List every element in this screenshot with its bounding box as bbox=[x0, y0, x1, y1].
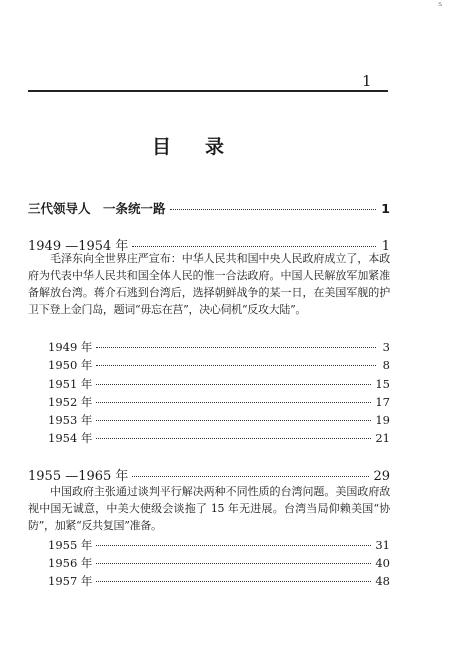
toc-part-label: 三代领导人 一条统一路 bbox=[28, 201, 166, 216]
leader-dots bbox=[96, 563, 371, 564]
toc-year-entry[interactable] bbox=[48, 357, 390, 373]
leader-dots bbox=[96, 420, 371, 421]
toc-year-entry[interactable] bbox=[48, 412, 390, 428]
toc-year-label: 1955 年 bbox=[48, 538, 93, 552]
leader-dots bbox=[170, 209, 376, 210]
toc-year-label: 1956 年 bbox=[48, 556, 93, 570]
leader-dots bbox=[132, 246, 376, 247]
section-summary: 中国政府主张通过谈判平行解决两种不同性质的台湾问题。美国政府敌视中国无诚意，中美大使级会谈拖了 15 年无进展。台湾当局仰赖美国“协防”，加紧“反共复国”准备。 bbox=[28, 485, 390, 532]
toc-year-page: 3 bbox=[382, 340, 390, 354]
leader-dots bbox=[132, 476, 369, 477]
toc-year-label: 1949 年 bbox=[48, 340, 93, 354]
toc-year-entry[interactable] bbox=[48, 376, 390, 392]
leader-dots bbox=[96, 581, 371, 582]
page-number: 1 bbox=[362, 72, 372, 90]
toc-section-page: 1 bbox=[381, 239, 390, 254]
toc-year-entry[interactable] bbox=[48, 537, 390, 553]
leader-dots bbox=[96, 384, 371, 385]
toc-year-entry[interactable] bbox=[48, 430, 390, 446]
leader-dots bbox=[96, 347, 376, 348]
toc-year-page: 15 bbox=[375, 377, 390, 391]
toc-year-entry[interactable] bbox=[48, 394, 390, 410]
toc-year-entry[interactable] bbox=[48, 573, 390, 589]
toc-year-label: 1951 年 bbox=[48, 377, 93, 391]
toc-year-page: 48 bbox=[375, 574, 390, 588]
toc-year-label: 1957 年 bbox=[48, 574, 93, 588]
toc-year-entry[interactable] bbox=[48, 555, 390, 571]
toc-year-label: 1953 年 bbox=[48, 413, 93, 427]
toc-part-entry[interactable] bbox=[28, 199, 390, 217]
leader-dots bbox=[96, 438, 371, 439]
corner-mark: ⁵ bbox=[438, 2, 442, 12]
toc-section-entry[interactable] bbox=[28, 465, 390, 484]
section-summary: 毛泽东向全世界庄严宣布：中华人民共和国中央人民政府成立了，本政府为代表中华人民共和国全体人民的惟一合法政府。中国人民解放军加紧准备解放台湾。蒋介石逃到台湾后，选择朝鲜战争的某一日，在美国军舰的护卫下登上金门岛，题词“毋忘在莒”，决心伺机“反攻大陆”。 bbox=[28, 252, 390, 316]
leader-dots bbox=[96, 545, 371, 546]
toc-year-page: 8 bbox=[382, 358, 390, 372]
toc-year-entry[interactable] bbox=[48, 339, 390, 355]
toc-section-label: 1949 —1954 年 bbox=[28, 239, 129, 254]
toc-year-page: 40 bbox=[375, 556, 390, 570]
toc-section-page: 29 bbox=[373, 469, 390, 484]
toc-part-page: 1 bbox=[381, 201, 390, 216]
toc-year-label: 1954 年 bbox=[48, 431, 93, 445]
leader-dots bbox=[96, 402, 371, 403]
leader-dots bbox=[96, 365, 376, 366]
toc-year-label: 1952 年 bbox=[48, 395, 93, 409]
toc-title: 目录 bbox=[151, 136, 258, 158]
toc-year-label: 1950 年 bbox=[48, 358, 93, 372]
toc-year-page: 21 bbox=[375, 431, 390, 445]
toc-year-page: 17 bbox=[375, 395, 390, 409]
header-rule bbox=[28, 90, 388, 92]
toc-year-page: 31 bbox=[375, 538, 390, 552]
toc-year-page: 19 bbox=[375, 413, 390, 427]
toc-section-label: 1955 —1965 年 bbox=[28, 469, 129, 484]
